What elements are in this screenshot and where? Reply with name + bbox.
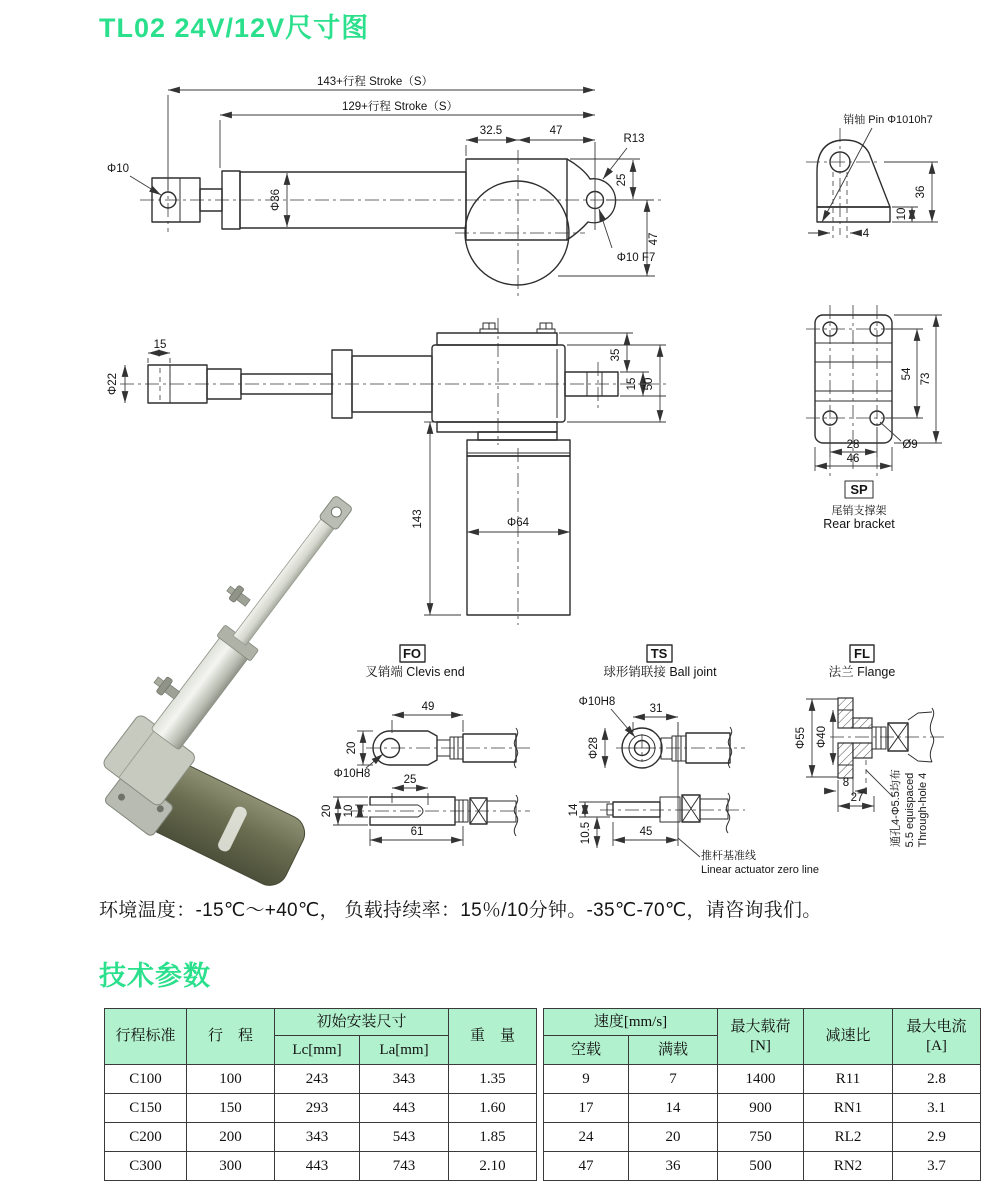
table-row: 17 14 900 RN1 3.1 bbox=[544, 1094, 981, 1123]
actuator-photo bbox=[79, 476, 383, 892]
pin-bracket-drawing bbox=[806, 112, 938, 240]
gearbox-side bbox=[466, 159, 567, 240]
ts-dim-10-5: 10.5 bbox=[580, 821, 592, 845]
fo-badge: FO bbox=[402, 646, 422, 661]
fo-title: 叉销端 Clevis end bbox=[365, 665, 465, 679]
header-la: La[mm] bbox=[360, 1036, 449, 1065]
table-row: C100 100 243 343 1.35 bbox=[105, 1065, 537, 1094]
dim-50: 50 bbox=[643, 377, 655, 391]
fl-dim-27: 27 bbox=[850, 792, 864, 804]
rear-bracket-drawing bbox=[806, 305, 942, 531]
fl-dim-8: 8 bbox=[842, 777, 850, 789]
table-row: C150 150 293 443 1.60 bbox=[105, 1094, 537, 1123]
header-stroke-standard: 行程标准 bbox=[105, 1009, 187, 1065]
ts-dim-phi28: Φ28 bbox=[588, 737, 600, 759]
dim-15b: 15 bbox=[626, 377, 638, 391]
top-view-drawing bbox=[107, 318, 668, 625]
dim-32-5: 32.5 bbox=[479, 125, 503, 137]
dim-54: 54 bbox=[901, 367, 913, 381]
ts-dim-45: 45 bbox=[639, 826, 653, 838]
sp-name-en: Rear bracket bbox=[823, 517, 895, 531]
ts-zero-line-en: Linear actuator zero line bbox=[701, 864, 820, 876]
dim-10: 10 bbox=[896, 207, 908, 221]
table-row: C300 300 443 743 2.10 bbox=[105, 1152, 537, 1181]
dim-47-top: 47 bbox=[549, 125, 563, 137]
dim-46: 46 bbox=[846, 453, 860, 465]
dim-15: 15 bbox=[153, 339, 167, 351]
table-row: 47 36 500 RN2 3.7 bbox=[544, 1152, 981, 1181]
fo-dim-61: 61 bbox=[410, 826, 424, 838]
dim-phi64: Φ64 bbox=[507, 517, 529, 529]
dim-r13: R13 bbox=[623, 133, 645, 145]
page-title: TL02 24V/12V尺寸图 bbox=[99, 13, 370, 43]
dim-35: 35 bbox=[610, 348, 622, 362]
dim-phi10f7: Φ10 F7 bbox=[616, 252, 656, 264]
fo-phi10h8: Φ10H8 bbox=[333, 768, 371, 780]
photo-clamp-screw bbox=[224, 581, 253, 609]
ts-zero-line-cn: 推杆基准线 bbox=[701, 850, 756, 862]
dim-28: 28 bbox=[846, 439, 860, 451]
environment-note: 环境温度：-15℃～+40℃， 负载持续率：15％/10分钟。-35℃-70℃，请咨询我们。 bbox=[99, 900, 822, 921]
ts-pin bbox=[613, 802, 660, 817]
dim-phi22: Φ22 bbox=[107, 373, 119, 395]
dim-phi36: Φ36 bbox=[270, 189, 282, 211]
ball-joint-detail bbox=[568, 645, 819, 876]
flange-section bbox=[838, 698, 872, 778]
fl-hole-note-en1: 5.5 equispaced bbox=[904, 772, 916, 848]
table-header-row bbox=[105, 1009, 537, 1036]
fo-dim-10: 10 bbox=[343, 804, 355, 818]
header-stroke: 行 程 bbox=[187, 1009, 275, 1065]
motor-cap bbox=[467, 440, 570, 456]
table-row: 24 20 750 RL2 2.9 bbox=[544, 1123, 981, 1152]
dim-phi9: Ø9 bbox=[902, 439, 918, 451]
dim-73: 73 bbox=[920, 372, 932, 386]
pin-bracket-body bbox=[817, 140, 890, 207]
header-weight: 重 量 bbox=[449, 1009, 537, 1065]
dim-phi10: Φ10 bbox=[107, 163, 129, 175]
pin-bracket-label: 销轴 Pin Φ1010h7 bbox=[843, 114, 933, 126]
fl-title: 法兰 Flange bbox=[828, 665, 896, 679]
fo-dim-20b: 20 bbox=[321, 804, 333, 818]
section-title-specs: 技术参数 bbox=[99, 961, 211, 991]
fl-dim-phi40: Φ40 bbox=[816, 726, 828, 748]
ts-dim-14: 14 bbox=[568, 803, 580, 817]
fo-dim-49: 49 bbox=[421, 701, 435, 713]
header-install-size: 初始安装尺寸 bbox=[275, 1009, 449, 1036]
ts-title: 球形销联接 Ball joint bbox=[603, 665, 717, 679]
table-row: C200 200 343 543 1.85 bbox=[105, 1123, 537, 1152]
dim-4: 4 bbox=[862, 228, 870, 240]
header-lc: Lc[mm] bbox=[275, 1036, 360, 1065]
header-ratio: 减速比 bbox=[804, 1009, 893, 1065]
flange-detail bbox=[795, 645, 948, 847]
fl-badge: FL bbox=[854, 646, 870, 661]
sp-name-cn: 尾销支撑架 bbox=[831, 505, 887, 517]
fo-dim-25: 25 bbox=[403, 774, 417, 786]
sp-badge: SP bbox=[850, 482, 868, 497]
photo-actuator-body bbox=[79, 476, 383, 837]
gearbox-screws bbox=[480, 323, 555, 333]
dim-143: 143 bbox=[412, 509, 424, 529]
performance-spec-table bbox=[543, 1008, 981, 1181]
table-row: 9 7 1400 R11 2.8 bbox=[544, 1065, 981, 1094]
header-no-load: 空载 bbox=[544, 1036, 629, 1065]
gearbox-top bbox=[432, 345, 565, 422]
side-view-drawing bbox=[107, 74, 662, 298]
header-max-load: 最大载荷 [N] bbox=[718, 1009, 804, 1065]
ts-dim-31: 31 bbox=[649, 703, 663, 715]
dim-25: 25 bbox=[616, 173, 628, 187]
ts-phi10h8: Φ10H8 bbox=[578, 696, 616, 708]
fo-dim-20: 20 bbox=[346, 741, 358, 755]
clevis-end-detail bbox=[321, 645, 530, 846]
rear-clevis-lobe bbox=[567, 159, 616, 240]
dim-36: 36 bbox=[915, 185, 927, 199]
fl-hole-note-en2: Through-hole 4 bbox=[917, 772, 929, 848]
dim-stroke-body: 129+行程 Stroke（S） bbox=[341, 101, 459, 113]
table-header-row bbox=[544, 1009, 981, 1036]
stroke-spec-table bbox=[104, 1008, 537, 1181]
fl-dim-phi55: Φ55 bbox=[795, 727, 807, 749]
dim-47-right: 47 bbox=[648, 232, 660, 246]
header-speed: 速度[mm/s] bbox=[544, 1009, 718, 1036]
header-full-load: 满载 bbox=[629, 1036, 718, 1065]
fl-hole-note-cn: 通孔4-Φ5.5均布 bbox=[890, 769, 902, 847]
ts-badge: TS bbox=[650, 646, 668, 661]
header-max-current: 最大电流 [A] bbox=[893, 1009, 981, 1065]
dim-stroke-total: 143+行程 Stroke（S） bbox=[316, 76, 434, 88]
motor-body bbox=[467, 456, 570, 615]
